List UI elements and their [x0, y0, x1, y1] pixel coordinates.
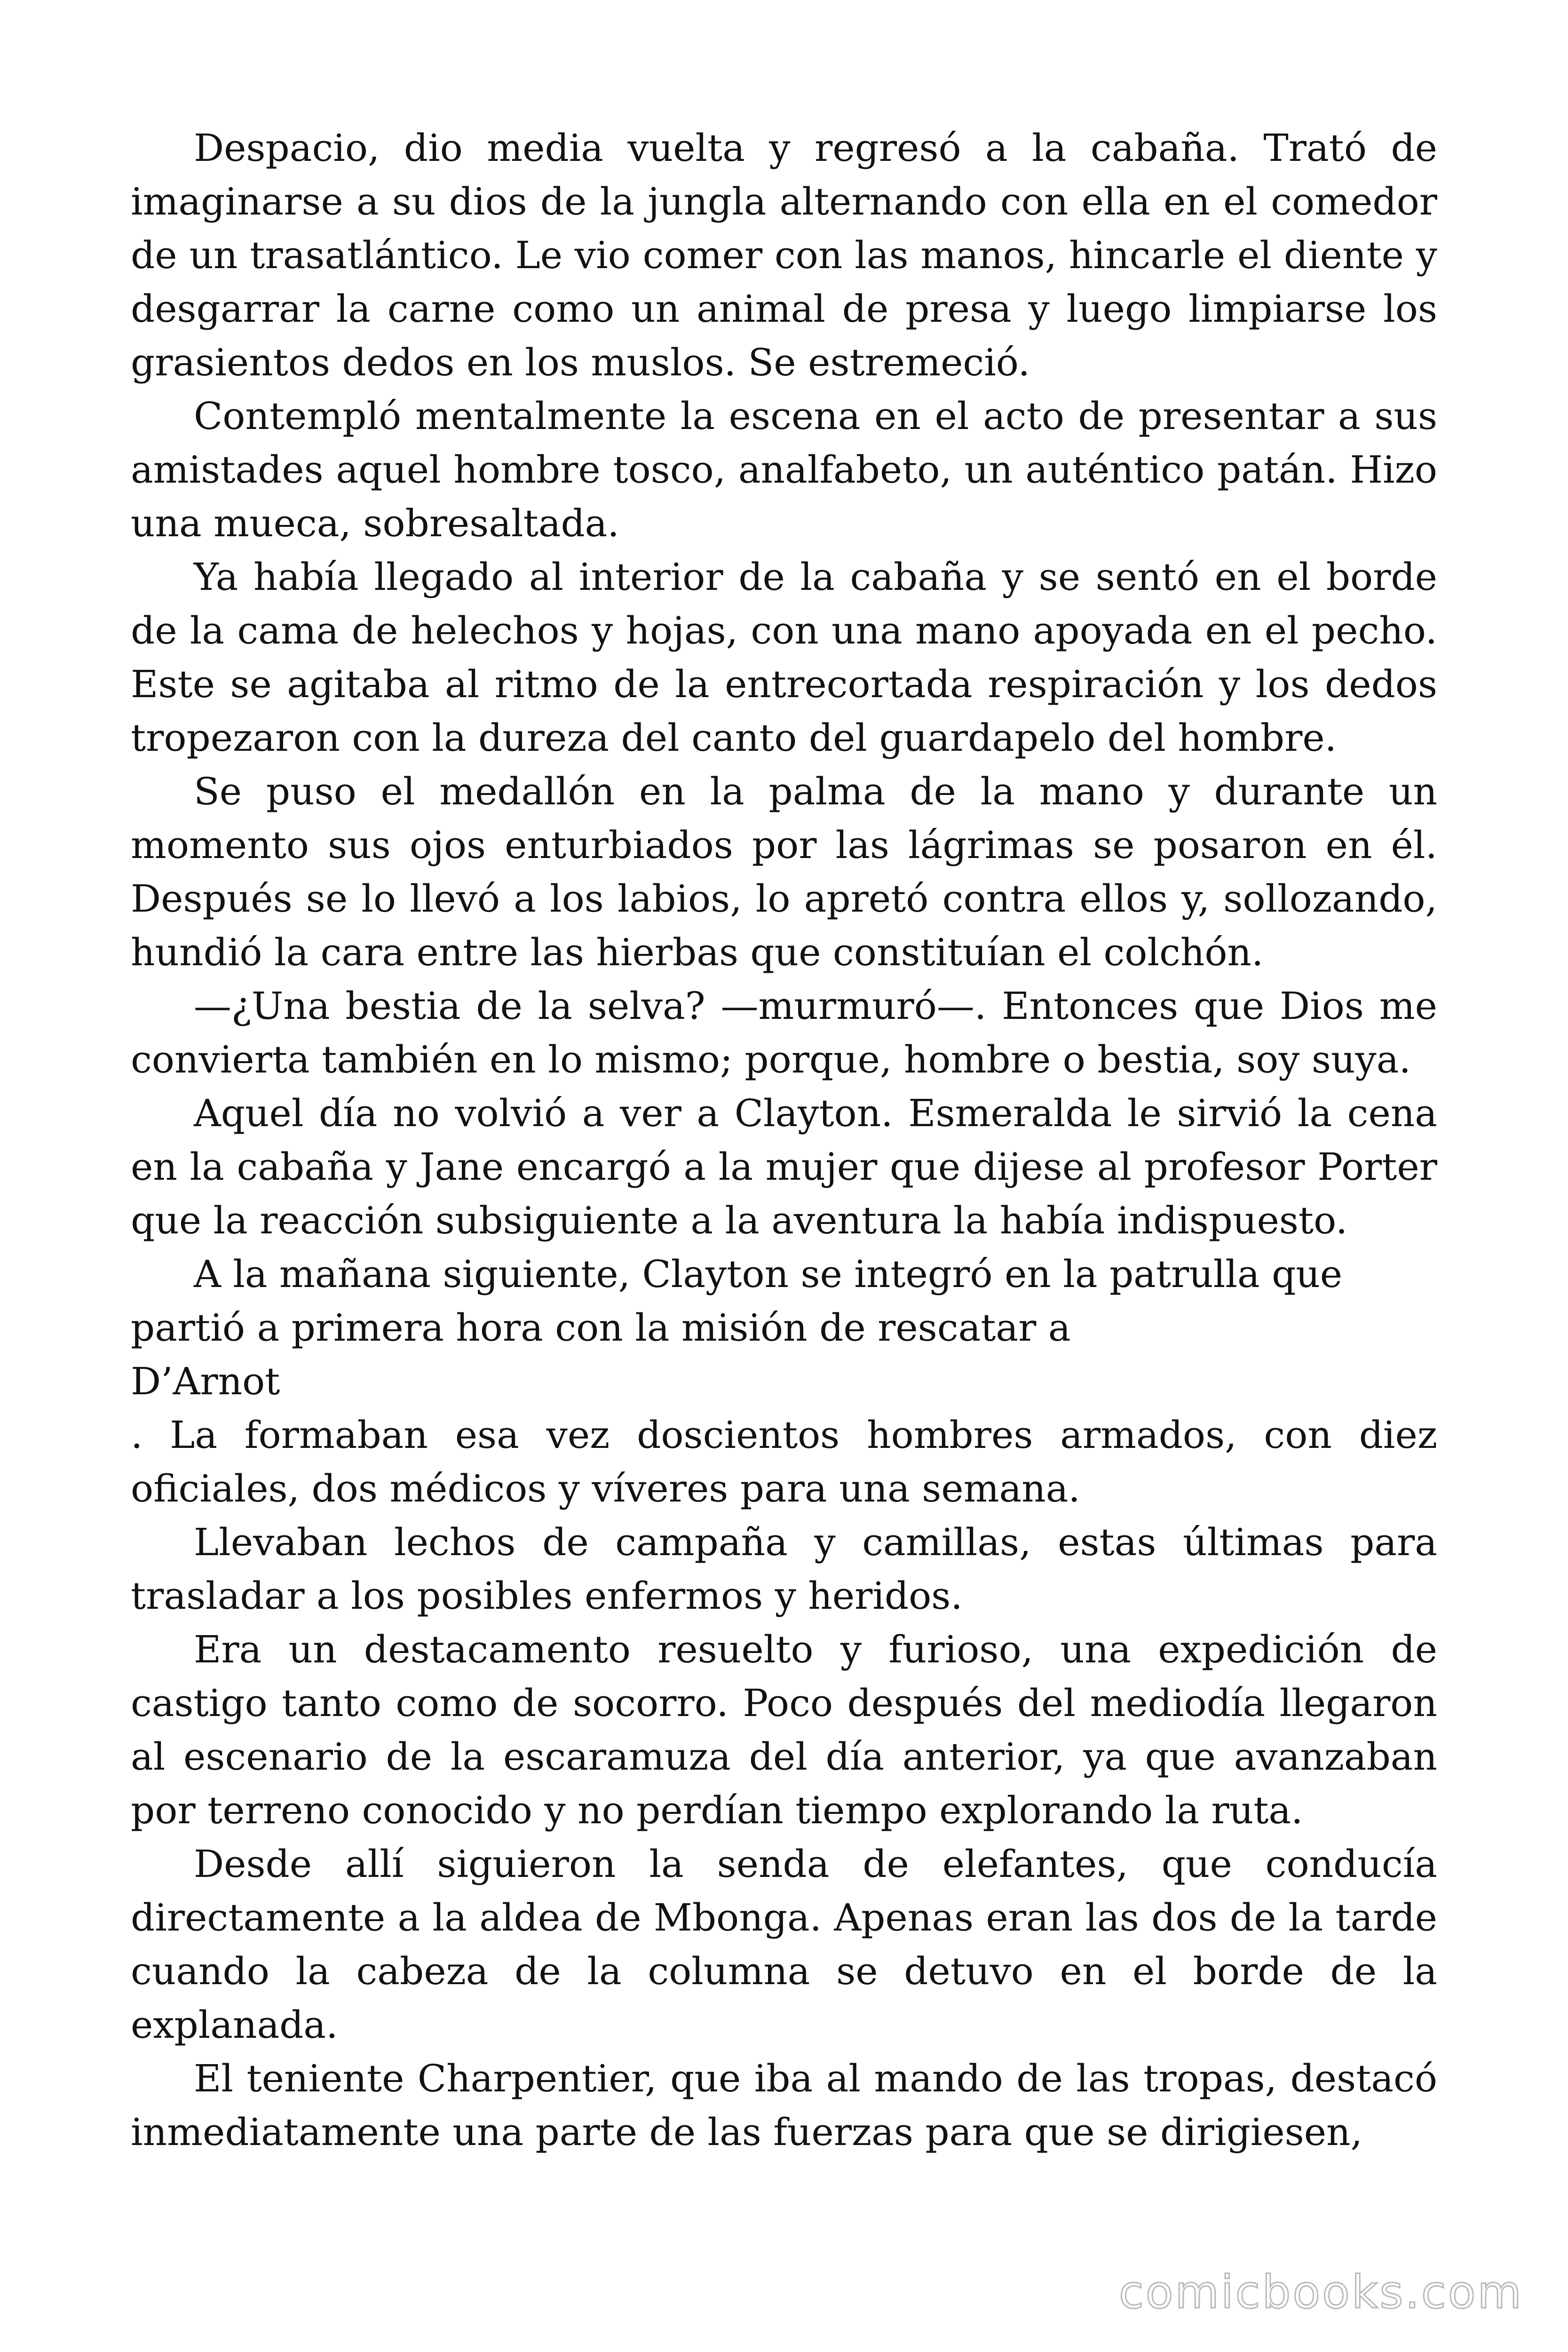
paragraph-1: Despacio, dio media vuelta y regresó a la cabaña. Trató de imaginarse a su dios de la jungla alternando con ella en el comedor de un trasatlántico. Le vio comer con las manos, hincarle el diente y desgarrar la carne como un animal de presa y luego limpiarse los grasientos dedos en los muslos. Se estremeció.: [131, 126, 1437, 384]
paragraph-9: . La formaban esa vez doscientos hombres armados, con diez oficiales, dos médicos y víveres para una semana.: [131, 1413, 1437, 1510]
paragraph-13: El teniente Charpentier, que iba al mando de las tropas, destacó inmediatamente una parte de las fuerzas para que se dirigiesen,: [131, 2057, 1437, 2154]
paragraph-11: Era un destacamento resuelto y furioso, una expedición de castigo tanto como de socorro. Poco después del mediodía llegaron al escenario de la escaramuza del día anterior, ya que avanzaban por terreno conocido y no perdían tiempo explorando la ruta.: [131, 1628, 1437, 1832]
paragraph-2: Contempló mentalmente la escena en el acto de presentar a sus amistades aquel hombre tosco, analfabeto, un auténtico patán. Hizo una mueca, sobresaltada.: [131, 394, 1437, 545]
paragraph-4: Se puso el medallón en la palma de la mano y durante un momento sus ojos enturbiados por las lágrimas se posaron en él. Después se lo llevó a los labios, lo apretó contra ellos y, sollozando, hundió la cara entre las hierbas que constituían el colchón.: [131, 770, 1437, 974]
paragraph-6: Aquel día no volvió a ver a Clayton. Esmeralda le sirvió la cena en la cabaña y Jane encargó a la mujer que dijese al profesor Porter que la reacción subsiguiente a la aventura la había indispuesto.: [131, 1091, 1437, 1242]
paragraph-3: Ya había llegado al interior de la cabaña y se sentó en el borde de la cama de helechos y hojas, con una mano apoyada en el pecho. Este se agitaba al ritmo de la entrecortada respiración y los dedos tropezaron con la dureza del canto del guardapelo del hombre.: [131, 555, 1437, 760]
paragraph-5-dialogue: —¿Una bestia de la selva? —murmuró—. Entonces que Dios me convierta también en lo mismo; porque, hombre o bestia, soy suya.: [131, 984, 1437, 1081]
paragraph-12: Desde allí siguieron la senda de elefantes, que conducía directamente a la aldea de Mbonga. Apenas eran las dos de la tarde cuando la cabeza de la columna se detuvo en el borde de la explanada.: [131, 1842, 1437, 2047]
site-watermark: comicbooks.com: [1118, 2266, 1523, 2319]
paragraph-10: Llevaban lechos de campaña y camillas, estas últimas para trasladar a los posibles enfermos y heridos.: [131, 1520, 1437, 1618]
book-page-text: [131, 121, 1437, 2159]
paragraph-8-name: D’Arnot: [131, 1359, 280, 1403]
paragraph-7: A la mañana siguiente, Clayton se integró en la patrulla que partió a primera hora con la misión de rescatar a: [131, 1252, 1343, 1350]
